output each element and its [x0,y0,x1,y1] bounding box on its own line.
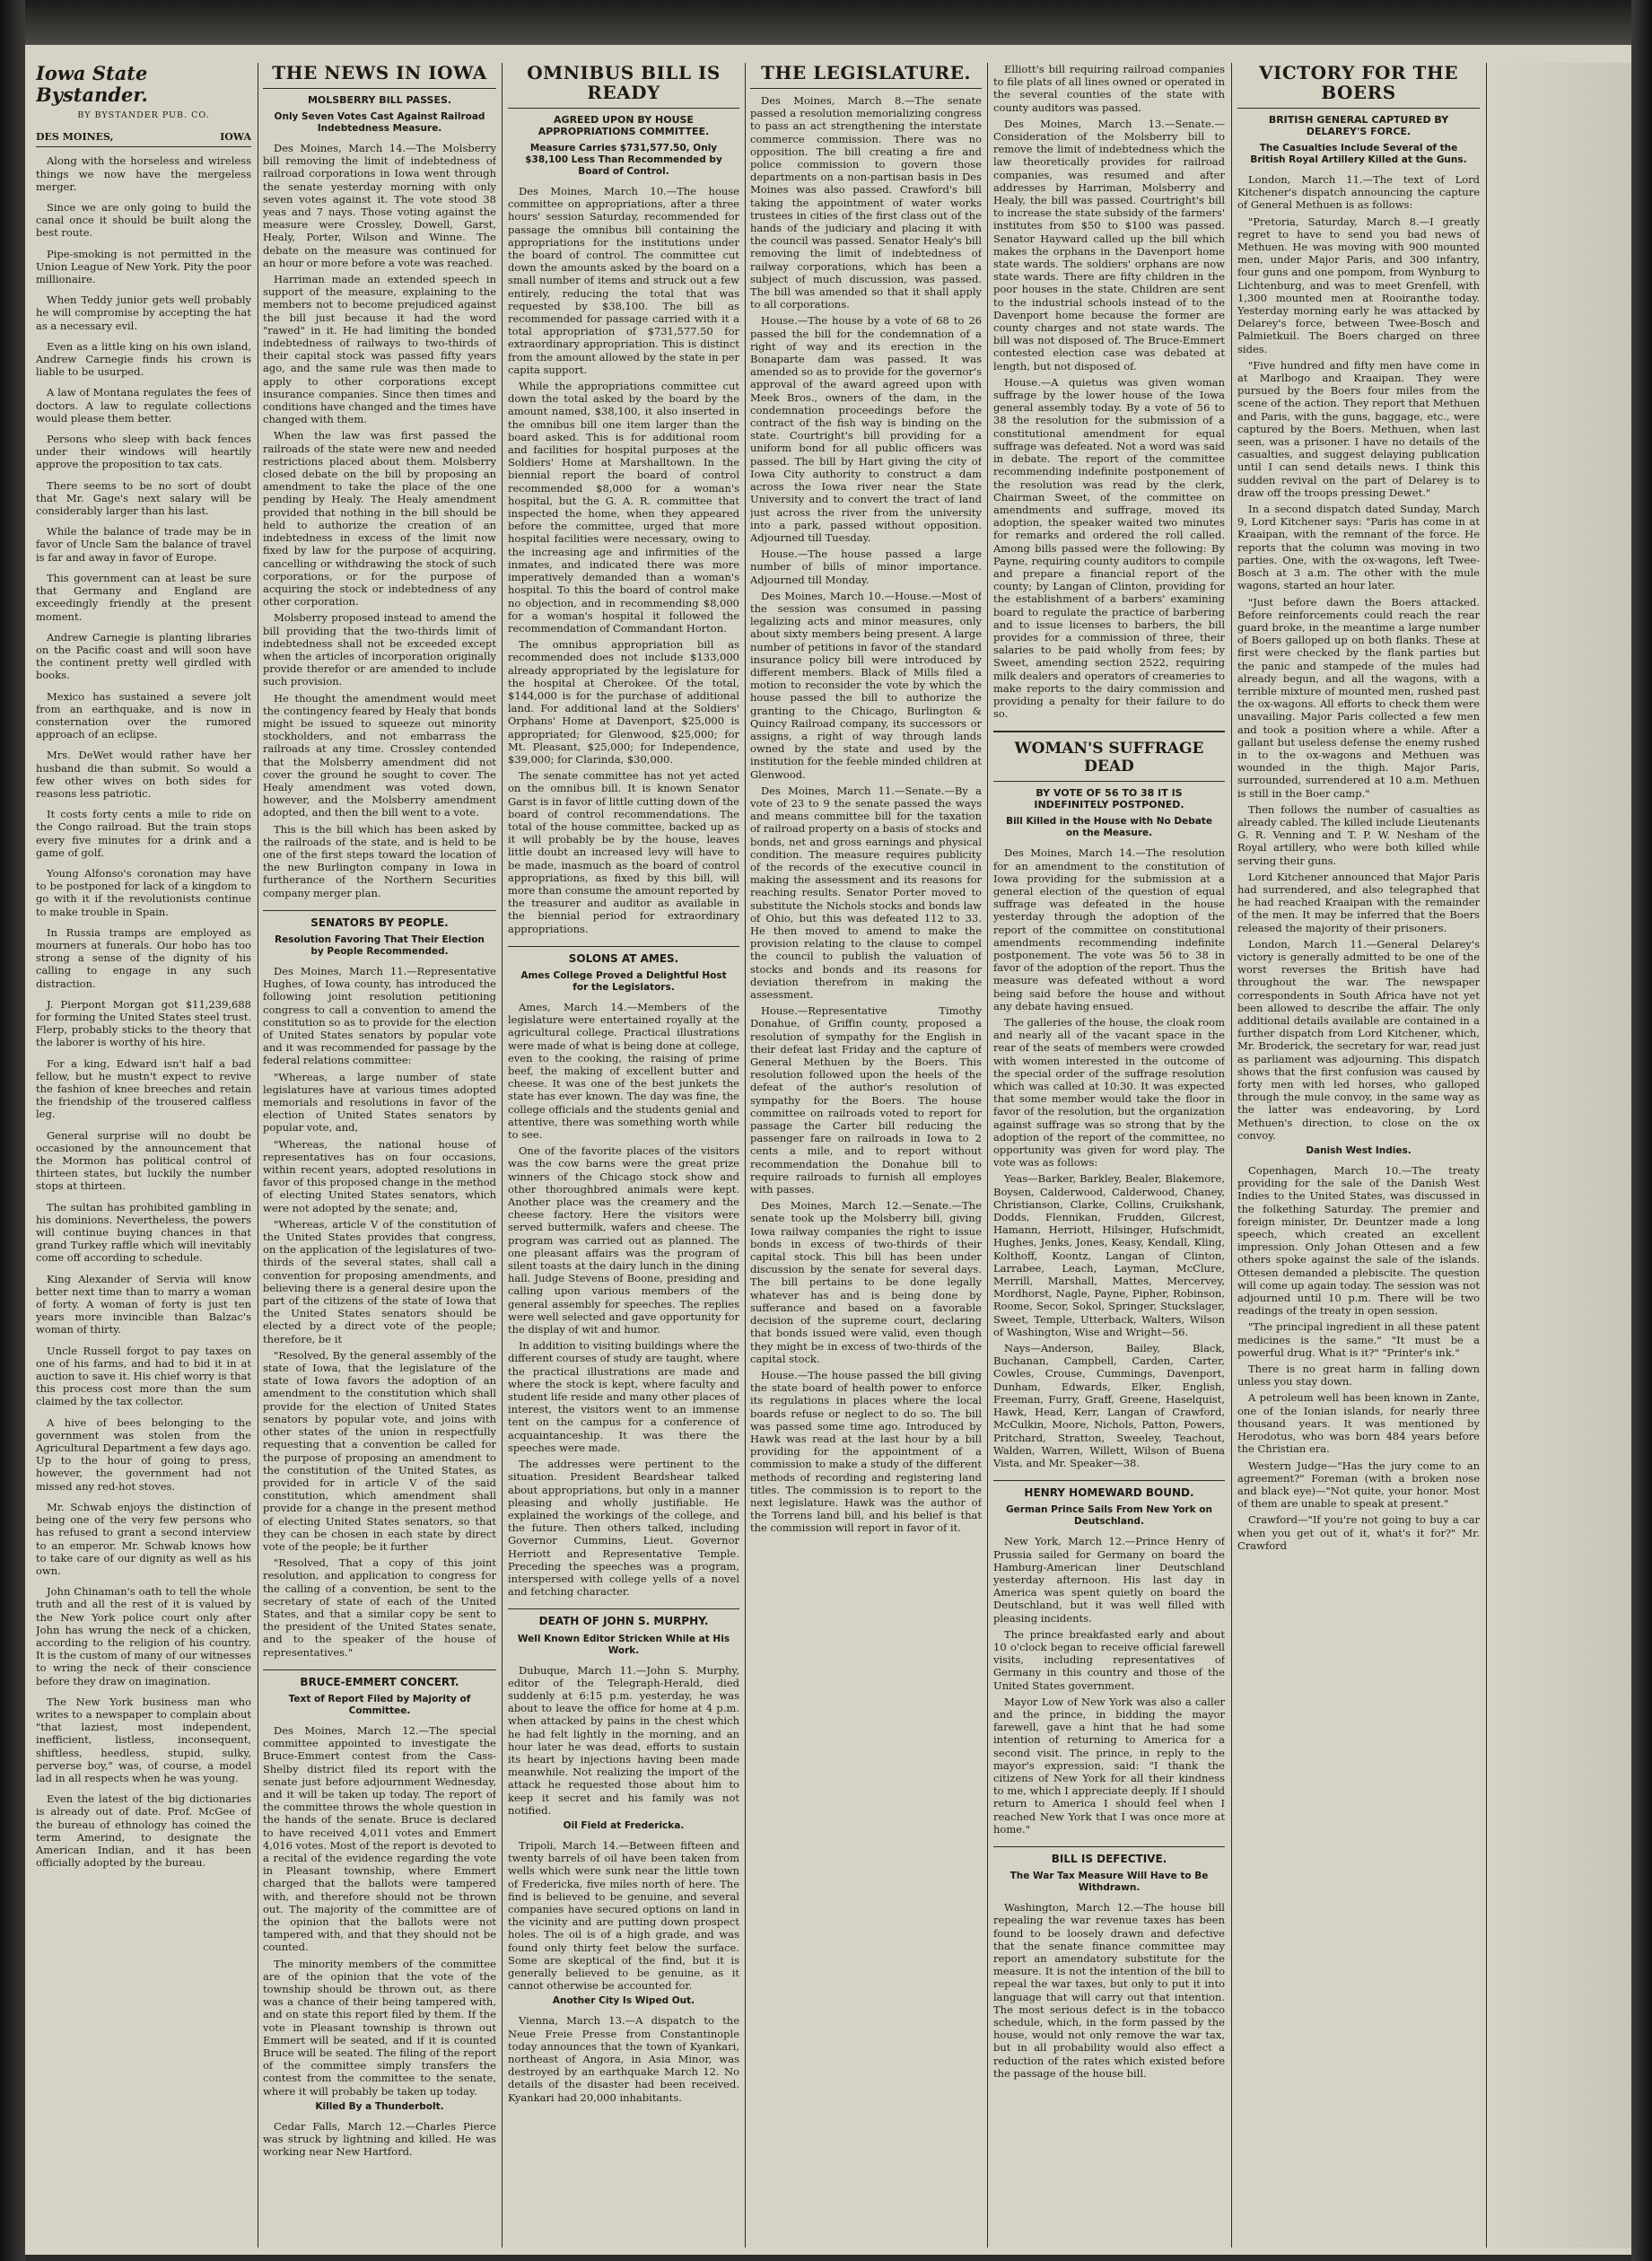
paragraph: Western Judge—"Has the jury come to an agreement?" Foreman (with a broken nose and black eye)—"Not quite, your honor. Most of them are unable to speak at present." [1237,1459,1480,1511]
paragraph: The omnibus appropriation bill as recommended does not include $133,000 already appropriated by the legislature for the hospital at Cherokee. Of the total, $144,000 is for the purchase of additional land. For additional land at the Soldiers' Orphans' Home at Davenport, $25,000 is appropriated; for Glenwood, $25,000; for Mt. Pleasant, $25,000; for Independence, $39,000; for Clarinda, $30,000. [508,638,739,766]
column-suffrage [993,63,1225,2248]
editorial-item: A law of Montana regulates the fees of doctors. A law to regulate collections would please them better. [36,386,251,425]
article-body [993,846,1225,1469]
paragraph: The addresses were pertinent to the situation. President Beardshear talked about appropriations, but only in a manner pleasing and wholly justifiable. He explained the workings of the college, and the future. Then others talked, including Governor Cummins, Lieut. Governor Herriott and Representative Temple. Preceding the speeches was a program, interspersed with college yells of a novel and fetching character. [508,1458,739,1599]
paragraph: House.—Representative Timothy Donahue, of Griffin county, proposed a resolution of sympathy for the English in their defeat last Friday and the capture of General Methuen by the Boers. This resolution followed upon the heels of the defeat of the author's resolution of sympathy for the Boers. The house committee on railroads voted to report for passage the Carter bill reducing the passenger fare on railroads in Iowa to 2 cents a mile, and to report without recommendation the Donahue bill to require railroads to furnish all employes with passes. [750,1004,982,1196]
article-body [263,142,496,899]
deck-omnibus: Measure Carries $731,577.50, Only $38,100 Less Than Recommended by Board of Control. [525,143,722,177]
paragraph: Des Moines, March 10.—House.—Most of the session was consumed in passing legalizing acts and minor measures, only about sixty members being present. A large number of petitions in favor of the standard insurance policy bill were introduced by different members. Black of Mills filed a motion to reconsider the vote by which the house passed the bill to authorize the granting to the Chicago, Burlington & Quincy Railroad company, its successors or assigns, a right of way through lands owned by the state and used by the institution for the feeble minded children at Glenwood. [750,589,982,781]
paper-name: Iowa State Bystander. [36,63,148,106]
subhead-molsberry: MOLSBERRY BILL PASSES. [307,94,452,106]
paragraph: Then follows the number of casualties as already cabled. The killed include Lieutenants G. R. Venning and T. P. W. Nesham of the Royal artillery, who were both killed while serving their guns. [1237,802,1480,867]
paragraph: Des Moines, March 13.—Senate.—Consideration of the Molsberry bill to remove the limit of indebtedness which the law theoretically provides for railroad companies, was resumed and after addresses by Harriman, Molsberry and Healy, the bill was passed. Courtright's bill to increase the state subsidy of the farmers' institutes from $50 to $100 was passed. Senator Hayward called up the bill which makes the orphans in the Davenport home state wards. The soldiers' orphans are now state wards. There are fifty children in the poor houses in the state. Children are sent to the industrial schools instead of to the Davenport home because the former are county charges and not state wards. The bill was not disposed of. The Bruce-Emmert contested election case was debated at length, but not disposed of. [993,117,1225,372]
paragraph: Washington, March 12.—The house bill repealing the war revenue taxes has been found to be loosely drawn and defective that the senate finance committee may report an amendatory substitute for the measure. It is not the intention of the bill to repeal the war taxes, but only to put it into language that will carry out that intention. The most serious defect is in the tobacco schedule, which, in the form passed by the house, would not only remove the war tax, but in all probability would also effect a reduction of the rates which existed before the passage of the house bill. [993,1901,1225,2080]
paragraph: Vienna, March 13.—A dispatch to the Neue Freie Presse from Constantinople today announces that the town of Kyankari, northeast of Angora, in Asia Minor, was destroyed by an earthquake March 12. No details of the disaster had been received. Kyankari had 20,000 inhabitants. [508,2014,739,2104]
scan-top-edge [0,0,1652,45]
paragraph: Mayor Low of New York was also a caller and the prince, in bidding the mayor farewell, gave a hint that he had some intention of returning to America for a second visit. The prince, in reply to the mayor's expression, said: "I thank the citizens of New York for all their kindness to me, which I appreciate deeply. If I should return to America I should feel when I reached New York that I was once more at home." [993,1695,1225,1836]
paragraph: In a second dispatch dated Sunday, March 9, Lord Kitchener says: "Paris has come in at Kraaipan, with the remnant of the force. He reports that the column was moving in two parties. One, with the ox-wagons, left Twee-Bosch at 3 a.m. The other with the mule wagons, started an hour later. [1237,503,1480,592]
deck-oil-field: Oil Field at Fredericka. [563,1819,685,1831]
headline-news-in-iowa: THE NEWS IN IOWA [263,63,496,89]
paragraph: Des Moines, March 12.—Senate.—The senate took up the Molsberry bill, giving Iowa railway companies the right to issue bonds in excess of two-thirds of their capital stock. This bill has been under discussion by the senate for several days. The bill pertains to be done legally whatever has and is being done by sufferance and based on a favorable decision of the supreme court, declaring that bonds issued were valid, even though they might be in excess of two-thirds of the capital stock. [750,1199,982,1365]
editorial-item: While the balance of trade may be in favor of Uncle Sam the balance of travel is far and away in favor of Europe. [36,525,251,564]
paragraph: House.—A quietus was given woman suffrage by the lower house of the Iowa general assembly today. By a vote of 56 to 38 the resolution for the submission of a constitutional amendment for equal suffrage was defeated. Not a word was said in debate. The report of the committee recommending indefinite postponement of the resolution was read by the clerk, Chairman Sweet, of the committee on amendments and suffrage, moved its adoption, the speaker waited two minutes for remarks and ordered the roll called. Among bills passed were the following: By Payne, requiring county auditors to compile and prepare a financial report of the county; by Langan of Clinton, providing for the establishment of a barbers' examining board to regulate the practice of barbering and to issue licenses to barbers, the bill provides for a commission of three, their salaries to be paid wholly from fees; by Sweet, amending section 2522, requiring milk dealers and operators of creameries to make reports to the dairy commission and providing a penalty for their failure to do so. [993,375,1225,721]
column-rule [502,63,503,2248]
editorial-item: For a king, Edward isn't half a bad fellow, but he mustn't expect to revive the fashion of knee breeches and retain the friendship of the trousered calfless leg. [36,1056,251,1121]
paragraph: Crawford—"If you're not going to buy a car when you get out of it, what's it for?" Mr. Crawford [1237,1513,1480,1552]
paragraph: The minority members of the committee are of the opinion that the vote of the township should be thrown out, as there was a chance of their being tampered with, and on state this report filed by them. If the vote in Pleasant township is thrown out Emmert will be seated, and if it is counted Bruce will be seated. The filing of the report of the committee simply transfers the contest from the committee to the senate, where it will probably be taken up today. [263,1957,496,2098]
column-rule [1231,63,1232,2248]
paragraph: House.—The house passed a large number of bills of minor importance. Adjourned till Monday. [750,548,982,586]
deck-victory: The Casualties Include Several of the British Royal Artillery Killed at the Guns. [1250,143,1467,165]
article-body [508,1001,739,1598]
editorial-item: Andrew Carnegie is planting libraries on the Pacific coast and will soon have the continent pretty well girdled with books. [36,630,251,682]
paragraph: Cedar Falls, March 12.—Charles Pierce was struck by lightning and killed. He was working near New Hartford. [263,2119,496,2159]
editorial-item: Uncle Russell forgot to pay taxes on one of his farms, and had to bid it in at auction to save it. His chief worry is that this process cost more than the sum claimed by the tax collector. [36,1344,251,1408]
column-news-in-iowa [263,63,496,2248]
headline-suffrage: WOMAN'S SUFFRAGE DEAD [993,731,1225,782]
editorial-item: Even the latest of the big dictionaries is already out of date. Prof. McGee of the bureau of ethnology has coined the term Amerind, to designate the American Indian, and it has been officially adopted by the bureau. [36,1792,251,1870]
paragraph: Ames, March 14.—Members of the legislature were entertained royally at the agricultural college. Practical illustrations were made of what is being done at college, even to the cooking, the raising of prime beef, the making of excellent butter and cheese. It was one of the best junkets the state has ever known. The day was fine, the college officials and the students genial and attentive, there was something worth while to see. [508,1000,739,1142]
editorial-item: Pipe-smoking is not permitted in the Union League of New York. Pity the poor millionaire. [36,247,251,286]
deck-bill-defective: The War Tax Measure Will Have to Be Withdrawn. [1010,1871,1209,1894]
paragraph: House.—The house passed the bill giving the state board of health power to enforce its regulations in places where the local boards refuse or neglect to do so. The bill was passed some time ago. Introduced by Hawk was read at the last hour by a bill providing for the appointment of a commission to make a study of the different methods of recording and registering land titles. The commission is to report to the next legislature. Hawk was the author of the Torrens land bill, and his belief is that the commission will report in favor of it. [750,1368,982,1535]
article-body [263,1724,496,2098]
editorial-item: When Teddy junior gets well probably he will compromise by accepting the hat as a necessary evil. [36,294,251,332]
editorial-item: There seems to be no sort of doubt that Mr. Gage's next salary will be considerably larger than his last. [36,478,251,518]
paragraph: Harriman made an extended speech in support of the measure, explaining to the members not to become prejudiced against the bill just because it had the word "rawed" in it. He had limiting the bonded indebtedness of railways to two-thirds of their capital stock was passed fifty years ago, and the same rule was then made to apply to other corporations except insurance companies. Since then times and conditions have changed and the times have changed with them. [263,273,496,426]
paragraph: "Resolved, By the general assembly of the state of Iowa, that the legislature of the state of Iowa favors the adoption of an amendment to the constitution which shall provide for the election of United States senators by popular vote, and joins with other states of the union in respectfully requesting that a convention be called for the purpose of proposing an amendment to the constitution of the United States, as provided for in article V of the said constitution, which amendment shall provide for a change in the present method of electing United States senators, so that they can be chosen in each state by direct vote of the people; be it further [263,1348,496,1553]
column-victory-boers [1237,63,1480,2248]
editorial-item: Young Alfonso's coronation may have to be postponed for lack of a kingdom to go with it if the revolutionists continue to make trouble in Spain. [36,866,251,918]
headline-victory: VICTORY FOR THE BOERS [1237,63,1480,109]
editorial-items [36,154,251,1869]
paragraph: Des Moines, March 12.—The special committee appointed to investigate the Bruce-Emmert contest from the Cass-Shelby district filed its report with the senate just before adjournment Wednesday, and it will be taken up today. The report of the committee throws the whole question in the hands of the senate. Bruce is declared to have received 4,011 votes and Emmert 4,016 votes. Most of the report is devoted to a recital of the evidence regarding the vote in Pleasant township, where Emmert charged that the ballots were tampered with, and therefore should not be thrown out. The majority of the committee are of the opinion that the ballots were not tampered with, and that they should not be counted. [263,1723,496,1954]
subhead-suffrage: BY VOTE OF 56 TO 38 IT IS INDEFINITELY POSTPONED. [1034,787,1184,811]
masthead-city: DES MOINES, [36,131,114,144]
deck-suffrage: Bill Killed in the House with No Debate on the Measure. [1006,816,1212,839]
editorial-item: The sultan has prohibited gambling in his dominions. Nevertheless, the powers will continue buying chances in that grand Turkey raffle which will inevitably come off according to schedule. [36,1200,251,1265]
paragraph: "Resolved, That a copy of this joint resolution, and application to congress for the calling of a convention, be sent to the secretary of state of each of the United States, and that a similar copy be sent to the president of the United States senate, and to the speaker of the house of representatives." [263,1556,496,1659]
paragraph: Des Moines, March 14.—The Molsberry bill removing the limit of indebtedness of railroad corporations in Iowa went through the senate yesterday morning with only seven votes against it. The vote stood 38 yeas and 7 nays. Those voting against the measure were Crossley, Dowell, Garst, Healy, Porter, Wilson and Winne. The debate on the measure was continued for an hour or more before a vote was reached. [263,142,496,269]
publisher-line: BY BYSTANDER PUB. CO. [77,110,210,120]
article-body [508,185,739,935]
paragraph: New York, March 12.—Prince Henry of Prussia sailed for Germany on board the Hamburg-American liner Deutschland yesterday afternoon. His last day in America was spent quietly on board the Deutschland, but it was well filled with pleasing incidents. [993,1535,1225,1625]
paragraph: Nays—Anderson, Bailey, Black, Buchanan, Campbell, Carden, Carter, Cowles, Crouse, Cummings, Davenport, Dunham, Edwards, Elker, English, Freeman, Furry, Graff, Greene, Haselquist, Hawk, Head, Kerr, Langan of Crawford, McCulkin, Moore, Nichols, Patton, Powers, Pritchard, Stratton, Sweeley, Teachout, Walden, Warren, Willett, Wilson of Buena Vista, and Mr. Speaker—38. [993,1342,1225,1469]
editorial-item: J. Pierpont Morgan got $11,239,688 for forming the United States steel trust. Flerp, probably sticks to the theory that the laborer is worthy of his hire. [36,997,251,1049]
paragraph: While the appropriations committee cut down the total asked by the board by the amount named, $38,100, it also inserted in the omnibus bill one item larger than the board asked. This is for additional room and facilities for hospital purposes at the Soldiers' Home at Marshalltown. In the biennial report the board of control recommended $8,000 for a woman's hospital, but the G. A. R. committee that inspected the home, when they appeared before the committee, urged that more hospital facilities were necessary, owing to the increasing age and infirmities of the inmates, and indicated there was more imperatively demanded than a woman's hospital. To this the board of control make no objection, and in recommending $8,000 for a woman's hospital it followed the recommendation of Commandant Horton. [508,380,739,635]
paragraph: "Whereas, a large number of state legislatures have at various times adopted memorials and resolutions in favor of the election of United States senators by popular vote, and, [263,1070,496,1135]
editorial-item: Since we are only going to build the canal once it should be built along the best route. [36,201,251,240]
column-rule [987,63,988,2248]
paragraph: The senate committee has not yet acted on the omnibus bill. It is known Senator Garst is in favor of little cutting down of the board of control recommendations. The total of the house committee, backed up as it will probably be by the house, leaves little doubt an increased levy will have to be made, inasmuch as the board of control appropriations, as fixed by this bill, will more than consume the amount reported by the treasurer and auditor as available in the biennial period for extraordinary appropriations. [508,769,739,935]
deck-bruce-emmert: Text of Report Filed by Majority of Committee. [288,1693,471,1716]
paragraph: The prince breakfasted early and about 10 o'clock began to receive official farewell visits, including representatives of Germany in this country and those of the United States government. [993,1627,1225,1692]
scan-right-edge [1631,0,1652,2261]
subhead-omnibus: AGREED UPON BY HOUSE APPROPRIATIONS COMMITTEE. [538,114,710,137]
paragraph: Des Moines, March 10.—The house committee on appropriations, after a three hours' session Saturday, recommended for passage the omnibus bill containing the appropriations for the institutions under the board of control. The committee cut down the amounts asked by the board on a small number of items and struck out a few entirely, reducing the total that was requested by $38,100. The bill as recommended for passage carried with it a total appropriation of $731,577.50 for extraordinary appropriation. This is distinct from the amount allowed by the state in per capita support. [508,185,739,376]
paragraph: London, March 11.—General Delarey's victory is generally admitted to be one of the worst reverses the British have had throughout the war. The newspaper correspondents in South Africa have not yet been allowed to describe the affair. The only additional details available are contained in a further dispatch from Lord Kitchener, which, Mr. Broderick, the secretary for war, read just as parliament was adjourning. This dispatch shows that the first confusion was caused by forty men with led horses, who galloped through the mule convoy, in the same way as the latter was endeavoring, by Lord Methuen's direction, to close on the ox convoy. [1237,937,1480,1142]
scan-left-edge [0,0,25,2261]
editorial-item: General surprise will no doubt be occasioned by the announcement that the Mormon has political control of thirteen states, but luckily the number stops at thirteen. [36,1128,251,1193]
paragraph: Lord Kitchener announced that Major Paris had surrendered, and also telegraphed that he had reached Kraaipan with the remainder of the men. It may be inferred that the Boers released the majority of their prisoners. [1237,870,1480,934]
column-legislature [750,63,982,2248]
deck-ames: Ames College Proved a Delightful Host for the Legislators. [520,969,727,993]
subhead-victory: BRITISH GENERAL CAPTURED BY DELAREY'S FORCE. [1268,114,1449,137]
headline-legislature: THE LEGISLATURE. [750,63,982,89]
paragraph: "The principal ingredient in all these patent medicines is the same." "It must be a powerful drug. What is it?" "Printer's ink." [1237,1320,1480,1359]
paragraph: Elliott's bill requiring railroad companies to file plats of all lines owned or operated in the several counties of the state with county auditors was passed. [993,63,1225,114]
paragraph: This is the bill which has been asked by the railroads of the state, and is held to be one of the first steps toward the location of the new Burlington company in Iowa in furtherance of the Northern Securities company merger plan. [263,822,496,899]
editorial-item: John Chinaman's oath to tell the whole truth and all the rest of it is valued by the New York police court only after John has wrung the neck of a chicken, according to the religion of his country. It is the custom of many of our witnesses to wring the neck of their conscience before they draw on imagination. [36,1585,251,1687]
editorial-item: Along with the horseless and wireless things we now have the mergeless merger. [36,154,251,193]
paragraph: In addition to visiting buildings where the different courses of study are taught, where the practical illustrations are made and where the stock is kept, where faculty and student life reside and many other places of interest, the visitors went to an immense tent on the campus for a conference of acquaintanceship. It was there the speeches were made. [508,1339,739,1454]
column-rule [1486,63,1487,2248]
section-ames: SOLONS AT AMES. [508,946,739,965]
column-cropped-edge [1491,63,1631,2248]
paragraph: "Pretoria, Saturday, March 8.—I greatly regret to have to send you bad news of Methuen. He was moving with 900 mounted men, under Major Paris, and 300 infantry, four guns and one pompom, from Wynburg to Lichtenburg, and was to meet Grenfell, with 1,300 mounted men at Rooiranthe today. Yesterday morning early he was attacked by Delarey's force, between Twee-Bosch and Palmietkuil. The Boers charged on three sides. [1237,215,1480,355]
section-bruce-emmert: BRUCE-EMMERT CONCERT. [263,1669,496,1688]
paragraph: "Five hundred and fifty men have come in at Marlbogo and Kraaipan. They were pursued by the Boers four miles from the scene of the action. They report that Methuen and Paris, with the guns, baggage, etc., were captured by the Boers. Methuen, when last seen, was a prisoner. I have no details of the casualties, and suggest delaying publication until I can send details news. I think this sudden revival on the part of Delarey is to draw off the troops pressing Dewet." [1237,358,1480,499]
paragraph: Yeas—Barker, Barkley, Bealer, Blakemore, Boysen, Calderwood, Calderwood, Chaney, Christianson, Clarke, Collins, Cruikshank, Dodds, Flennikan, Frudden, Gilcrest, Hamann, Herriott, Hilsinger, Hufschmidt, Hughes, Jenks, Jones, Keasy, Kendall, Kling, Kolthoff, Koontz, Langan of Clinton, Larrabee, Leach, Layman, McClure, Merrill, Marshall, Mattes, Mercervey, Mordhorst, Nagle, Payne, Pipher, Robinson, Roome, Secor, Sokol, Springer, Stuckslager, Sweet, Temple, Utterback, Walters, Wilson of Washington, Wise and Wright—56. [993,1172,1225,1338]
editorial-item: Mexico has sustained a severe jolt from an earthquake, and is now in consternation over the rumored approach of an eclipse. [36,689,251,741]
column-omnibus-bill [508,63,739,2248]
paragraph: The galleries of the house, the cloak room and nearly all of the vacant space in the rear of the seats of members were crowded with women interested in the outcome of the special order of the suffrage resolution which was called at 10:30. It was expected that some member would take the floor in favor of the resolution, but the organization against suffrage was so strong that by the adoption of the report of the committee, no opportunity was given for word play. The vote was as follows: [993,1016,1225,1170]
newspaper-page [25,45,1631,2255]
masthead-dateline [36,131,251,147]
editorial-item: Even as a little king on his own island, Andrew Carnegie finds his crown is liable to be usurped. [36,339,251,379]
deck-another-city: Another City Is Wiped Out. [552,1995,695,2007]
paragraph: Des Moines, March 11.—Senate.—By a vote of 23 to 9 the senate passed the ways and means committee bill for the taxation of railroad property on a basis of stocks and bonds, net and gross earnings and physical condition. The measure requires publicity of the records of the executive council in making the assessment and its reasons for reaching results. Senator Porter moved to substitute the Nichols stocks and bonds law of Ohio, but this was defeated 112 to 33. He then moved to amend to make the provision relating to the clause to compel the council to publish the valuation of stocks and bonds and its reasons for deviation therefrom in making the assessment. [750,784,982,1002]
article-body [263,965,496,1659]
section-murphy: DEATH OF JOHN S. MURPHY. [508,1608,739,1627]
paragraph: He thought the amendment would meet the contingency feared by Healy that bonds might be issued to squeeze out minority stockholders, and not embarrass the railroads at any time. Crossley contended that the Molsberry amendment did not cover the ground he sought to cover. The Healy amendment was voted down, however, and the Molsberry amendment adopted, and then the bill went to a vote. [263,691,496,819]
deck-henry: German Prince Sails From New York on Deutschland. [1006,1504,1212,1528]
paragraph: A petroleum well has been known in Zante, one of the Ionian islands, for nearly three thousand years. It was mentioned by Herodotus, who was born 484 years before the Christian era. [1237,1391,1480,1456]
editorial-item: Mrs. DeWet would rather have her husband die than submit. So would a few other wives on both sides for reasons less patriotic. [36,749,251,800]
article-body [1237,1164,1480,1552]
paragraph: "Whereas, article V of the constitution of the United States provides that congress, on the application of the legislatures of two-thirds of the several states, shall call a convention for proposing amendments, and believing there is a general desire upon the part of the citizens of the state of Iowa that the United States senators should be elected by a direct vote of the people; therefore, be it [263,1217,496,1345]
paragraph: Tripoli, March 14.—Between fifteen and twenty barrels of oil have been taken from wells which were sunk near the little town of Fredericka, five miles north of here. The find is believed to be genuine, and several companies have secured options on land in the vicinity and are putting down prospect holes. The oil is of a high grade, and was found only thirty feet below the surface. Some are skeptical of the find, but it is generally believed to be genuine, as it cannot otherwise be accounted for. [508,1838,739,1993]
deck-molsberry: Only Seven Votes Cast Against Railroad Indebtedness Measure. [274,111,485,134]
article-body [1237,173,1480,1142]
deck-senators: Resolution Favoring That Their Election by People Recommended. [275,933,485,957]
paragraph: Des Moines, March 8.—The senate passed a resolution memorializing congress to pass an act strengthening the interstate commerce commission. There was no opposition. The bill creating a fire and police commission to govern those departments on a non-partisan basis in Des Moines was also passed. Crawford's bill taking the appointment of water works trustees in cities of the first class out of the hands of the judiciary and placing it with the council was passed. Senator Healy's bill removing the limit of indebtedness of railway corporations, which has been a subject of much discussion, was passed. The bill was amended so that it shall apply to all corporations. [750,94,982,311]
article-body [993,63,1225,720]
editorial-item: Persons who sleep with back fences under their windows will heartily approve the proposition to tax cats. [36,433,251,471]
editorial-item: It costs forty cents a mile to ride on the Congo railroad. But the train stops every five minutes for a drink and a game of golf. [36,808,251,859]
paragraph: House.—The house by a vote of 68 to 26 passed the bill for the condemnation of a right of way and its erection in the Bonaparte dam was passed. It was amended so as to provide for the governor's approval of the award agreed upon with Meek Bros., owners of the dam, in the condemnation proceedings before the contract of the fish way is binding on the state. Courtright's bill providing for a uniform bond for all public officers was passed. The bill by Hart giving the city of Iowa City authority to construct a dam across the Iowa river near the State University and to convert the tract of land just across the river from the university into a park, passed without opposition. Adjourned till Tuesday. [750,314,982,544]
section-bill-defective: BILL IS DEFECTIVE. [993,1846,1225,1865]
paragraph: London, March 11.—The text of Lord Kitchener's dispatch announcing the capture of General Methuen is as follows: [1237,173,1480,212]
masthead-state: IOWA [220,131,251,144]
paragraph: Des Moines, March 11.—Representative Hughes, of Iowa county, has introduced the following joint resolution petitioning congress to call a convention to amend the constitution so as to provide for the election of United States senators by popular vote and it was recommended for passage by the federal relations committee: [263,964,496,1067]
paragraph: There is no great harm in falling down unless you stay down. [1237,1363,1480,1389]
paragraph: When the law was first passed the railroads of the state were new and needed restrictions placed about them. Molsberry closed debate on the bill by proposing an amendment to take the place of the one pending by Healy. The Healy amendment provided that nothing in the bill should be held to authorize the creation of an indebtedness in excess of the limit now fixed by law for the purpose of acquiring, cancelling or withdrawing the stock of such corporations, or for the purpose of acquiring the stock or indebtedness of any other corporation. [263,429,496,609]
paragraph: "Whereas, the national house of representatives has on four occasions, within recent years, adopted resolutions in favor of this proposed change in the method of electing United States senators, which were not adopted by the senate; and, [263,1137,496,1214]
editorial-item: The New York business man who writes to a newspaper to complain about "that laziest, most independent, inefficient, listless, inconsequent, shiftless, heedless, stupid, sulky, perverse boy," was, of course, a model lad in all respects when he was young. [36,1695,251,1784]
paragraph: Des Moines, March 14.—The resolution for an amendment to the constitution of Iowa providing for the submission at a general election of the question of equal suffrage was defeated in the house yesterday through the adoption of the report of the committee on constitutional amendments recommending indefinite postponement. The vote was 56 to 38 in favor of the adoption of the report. Thus the measure was defeated without a word being said before the house and without any debate having ensued. [993,846,1225,1012]
headline-omnibus: OMNIBUS BILL IS READY [508,63,739,109]
editorial-item: This government can at least be sure that Germany and England are exceedingly friendly at the present moment. [36,571,251,623]
column-editorial [36,63,251,2248]
section-henry: HENRY HOMEWARD BOUND. [993,1480,1225,1499]
deck-murphy: Well Known Editor Stricken While at His Work. [517,1633,730,1656]
paragraph: Molsberry proposed instead to amend the bill providing that the two-thirds limit of indebtedness shall not be exceeded except when the articles of incorporation originally provide therefor or are amended to include such provision. [263,611,496,688]
deck-thunderbolt: Killed By a Thunderbolt. [315,2100,444,2112]
editorial-item: In Russia tramps are employed as mourners at funerals. Our hobo has too strong a sense of the dignity of his calling to engage in any such distraction. [36,925,251,990]
editorial-item: King Alexander of Servia will know better next time than to marry a woman of forty. A woman of forty is just ten years more invincible than Balzac's woman of thirty. [36,1272,251,1336]
editorial-item: Mr. Schwab enjoys the distinction of being one of the very few persons who has refused to grant a second interview to an emperor. Mr. Schwab knows how to take care of our dignity as well as his own. [36,1500,251,1577]
paragraph: "Just before dawn the Boers attacked. Before reinforcements could reach the rear guard broke, in the meantime a large number of Boers galloped up on both flanks. These at first were checked by the flank parties but the panic and stampede of the mules had already begun, and all the wagons, with a terrible mixture of mounted men, rushed past the ox-wagons. All efforts to check them were unavailing. Major Paris collected a few men and took a position where a while. After a gallant but useless defense the enemy rushed in to the ox-wagons and Methuen was wounded in the thigh. Major Paris, surrounded, surrendered at 10 a.m. Methuen is still in the Boer camp." [1237,595,1480,800]
paragraph: Copenhagen, March 10.—The treaty providing for the sale of the Danish West Indies to the United States, was discussed in the folkething Saturday. The premier and foreign minister, Dr. Deuntzer made a long speech, which created an excellent impression. Only Johan Ottesen and a few others spoke against the sale of the islands. Ottesen demanded a plebiscite. The question will come up again today. The session was not adjourned until 10 p.m. There will be two readings of the treaty in open session. [1237,1164,1480,1318]
deck-danish-west-indies: Danish West Indies. [1306,1145,1412,1157]
paragraph: Dubuque, March 11.—John S. Murphy, editor of the Telegraph-Herald, died suddenly at 6:15 p.m. yesterday, he was about to leave the office for home at 4 p.m. when attacked by pains in the chest which he had felt lightly in the morning, and an hour later he was dead, efforts to sustain its heart by injections having been made meanwhile. Not realizing the import of the attack he requested those about him to keep it secret and his family was not notified. [508,1663,739,1817]
paragraph: One of the favorite places of the visitors was the cow barns were the great prize winners of the Chicago stock show and other thoroughbred animals were kept. Another place was the creamery and the cheese factory. Here the visitors were served buttermilk, wafers and cheese. The program was carried out as planned. The one pleasant affairs was the program of silent toasts at the dairy lunch in the dining hall. Judge Stevens of Boone, presiding and calling upon various members of the general assembly for speeches. The replies were well selected and gave opportunity for the display of wit and humor. [508,1144,739,1336]
article-body [993,1535,1225,1836]
column-rule [745,63,746,2248]
article-body [750,94,982,1535]
editorial-item: A hive of bees belonging to the government was stolen from the Agricultural Department a few days ago. Up to the hour of going to press, however, the government had not missed any red-hot stoves. [36,1415,251,1493]
section-senators: SENATORS BY PEOPLE. [263,910,496,929]
